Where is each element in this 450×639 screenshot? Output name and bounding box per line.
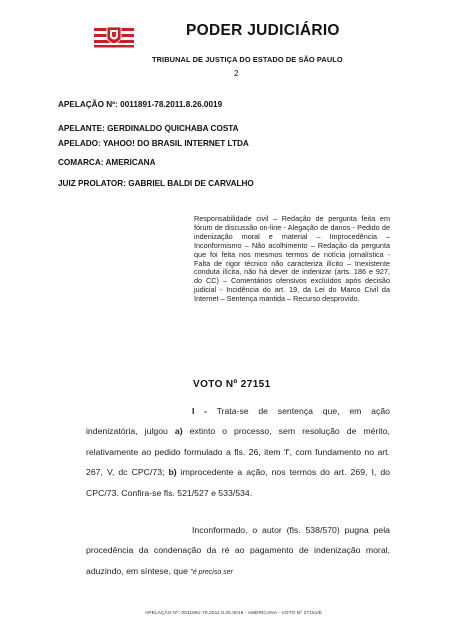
roman-numeral: I - xyxy=(192,406,208,416)
apelacao-field xyxy=(58,100,222,109)
sao-paulo-coat-of-arms-logo xyxy=(94,26,134,50)
apelado-field xyxy=(58,139,249,148)
p1-text-b: extinto o processo, sem resolução de mérito, relativamente ao pedido formulado a fls. 26, item 'f', com fundamento no art. 267, V, dc CPC/73; xyxy=(86,426,390,478)
comarca-value: AMERICANA xyxy=(105,158,156,167)
p1-text-a: Trata-se de sentença que, em ação indenizatória, julgou xyxy=(86,406,390,437)
voto-paragraph-2 xyxy=(86,520,390,583)
apelado-value: YAHOO! DO BRASIL INTERNET LTDA xyxy=(102,139,249,148)
apelante-field xyxy=(58,124,239,133)
p2-quote: "é preciso ser xyxy=(190,568,233,576)
court-subtitle: TRIBUNAL DE JUSTIÇA DO ESTADO DE SÃO PAULO xyxy=(152,55,343,64)
apelado-label: APELADO: xyxy=(58,139,101,148)
voto-paragraph-1 xyxy=(86,401,390,503)
juiz-value: GABRIEL BALDI DE CARVALHO xyxy=(128,179,254,188)
juiz-field xyxy=(58,179,254,188)
apelante-value: GERDINALDO QUICHABA COSTA xyxy=(107,124,239,133)
apelacao-value: 0011891-78.2011.8.26.0019 xyxy=(120,100,223,109)
page-number: 2 xyxy=(234,69,239,78)
apelante-label: APELANTE: xyxy=(58,124,105,133)
apelacao-label: APELAÇÃO Nº: xyxy=(58,100,118,109)
comarca-label: COMARCA: xyxy=(58,158,104,167)
item-b-letter: b) xyxy=(168,467,177,478)
voto-title: VOTO Nº 27151 xyxy=(193,379,271,390)
ementa-summary: Responsabilidade civil – Redação de pergunta feita em fórum de discussão on-line - Alegação de danos - Pedido de indenização moral e material – Improcedência – Inconformismo – Não acolhimento – Redação da pergunta que foi feita nos mesmos termos de notícia jornalística - Falta de rigor técnico não caracteriza ilícito – Inexistente conduta ilícita, não há dever de indenizar (arts. 186 e 927, do CC) – Comentários ofensivos excluídos após decisão judicial - Incidência do art. 19, da Lei do Marco Civil da Internet – Sentença mantida – Recurso desprovido. xyxy=(194,214,390,304)
item-a-letter: a) xyxy=(174,426,183,437)
p2-text: Inconformado, o autor (fls. 538/570) pugna pela procedência da condenação da ré ao pagamento de indenização moral, aduzindo, em síntese, que xyxy=(86,525,390,576)
court-title: PODER JUDICIÁRIO xyxy=(186,22,340,39)
juiz-label: JUIZ PROLATOR: xyxy=(58,179,126,188)
page-footer: APELAÇÃO Nº: 0011891-78.2011.8.26.0019 - AMERICANA - VOTO Nº 27151/E xyxy=(145,611,323,616)
p1-text-c: improcedente a ação, nos termos do art. 269, I, do CPC/73. Confira-se fls. 521/527 e 533/534. xyxy=(86,467,391,498)
comarca-field xyxy=(58,158,156,167)
